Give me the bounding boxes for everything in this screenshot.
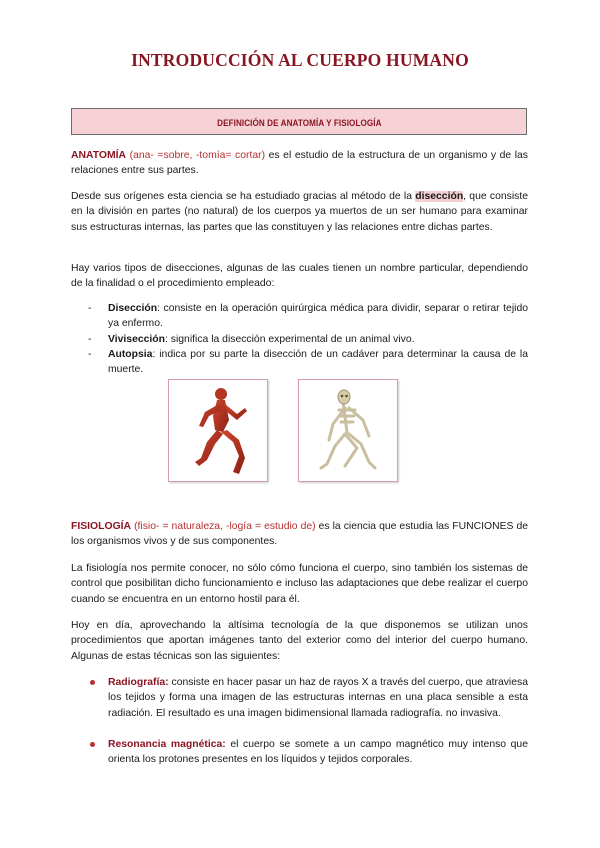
muscle-figure-icon xyxy=(169,380,267,481)
tipos-paragraph: Hay varios tipos de disecciones, algunas de las cuales tienen un nombre particular, dependiendo de la finalidad o el procedimiento empleado: xyxy=(71,263,528,290)
fisiologia-term: FISIOLOGÍA xyxy=(71,521,132,532)
list-item xyxy=(88,737,528,768)
technique-term: Resonancia magnética: xyxy=(108,738,226,750)
anatomia-term: ANATOMÍA xyxy=(71,150,127,161)
list-item xyxy=(88,332,528,347)
dissection-type-term: Autopsia xyxy=(108,348,153,360)
muscle-figure-image xyxy=(168,379,268,482)
diseccion-text-after: , que consiste en la división en partes (no natural) de los cuerpos ya muertos de un ser humano para examinar sus estructuras internas, las partes que las constituyen y las relaciones entre dichas partes. xyxy=(71,191,528,233)
fisiologia-etymology: (fisio- = naturaleza, -logía = estudio de) xyxy=(134,521,316,532)
dissection-type-desc: : consiste en la operación quirúrgica médica para dividir, separar o retirar tejido ya enfermo. xyxy=(108,303,528,330)
technique-desc: consiste en hacer pasar un haz de rayos X a través del cuerpo, que atraviesa los tejidos y forma una imagen de las estructuras internas en una placa sensible a esta radiación. El resultado es una imagen bidimensional llamada radiografía. no invasiva. xyxy=(108,677,528,719)
dissection-type-term: Vivisección xyxy=(108,333,165,345)
fisiologia-definition: es la ciencia que estudia las FUNCIONES de los organismos vivos y de sus componentes. xyxy=(71,521,529,548)
dissection-type-desc: : indica por su parte la disección de un cadáver para determinar la causa de la muerte. xyxy=(108,348,528,376)
dissection-type-desc: : significa la disección experimental de un animal vivo. xyxy=(165,333,415,345)
skeleton-figure-image xyxy=(298,379,398,482)
technique-term: Radiografía: xyxy=(108,677,169,688)
dissection-types-list xyxy=(88,301,528,377)
list-item xyxy=(88,675,528,721)
technique-desc: el cuerpo se somete a un campo magnético muy intenso que orienta los protones presentes en los líquidos y tejidos corporales. xyxy=(108,738,528,766)
section-heading: DEFINICIÓN DE ANATOMÍA Y FISIOLOGÍA xyxy=(216,118,382,128)
list-item xyxy=(88,301,528,332)
dissection-type-term: Disección xyxy=(108,303,158,314)
anatomia-paragraph xyxy=(71,148,528,179)
techniques-list xyxy=(88,675,528,767)
fisiologia-paragraph-2: La fisiología nos permite conocer, no sólo cómo funciona el cuerpo, sino también los sistemas de control que posibilitan dicho funcionamiento e incluso las adaptaciones que debe realizar el cuerpo cuando se encuentra en un entorno hostil para él. xyxy=(71,563,528,605)
diseccion-text-before: Desde sus orígenes esta ciencia se ha estudiado gracias al método de la xyxy=(71,191,416,202)
page-title: INTRODUCCIÓN AL CUERPO HUMANO xyxy=(131,50,469,70)
anatomia-etymology: (ana- =sobre, -tomía= cortar) xyxy=(129,150,266,161)
tecnologia-paragraph: Hoy en día, aprovechando la altísima tecnología de la que disponemos se utilizan unos procedimientos que aportan imágenes tanto del exterior como del interior del cuerpo humano. Algunas de estas técnicas son las siguientes: xyxy=(71,620,528,662)
section-heading-box xyxy=(71,108,527,135)
diseccion-highlight: disección xyxy=(415,191,464,202)
skeleton-figure-icon xyxy=(299,380,397,481)
fisiologia-paragraph xyxy=(71,519,528,550)
diseccion-paragraph xyxy=(71,189,528,235)
anatomia-definition: es el estudio de la estructura de un organismo y de las relaciones entre sus partes. xyxy=(71,150,528,177)
list-item xyxy=(88,347,528,378)
